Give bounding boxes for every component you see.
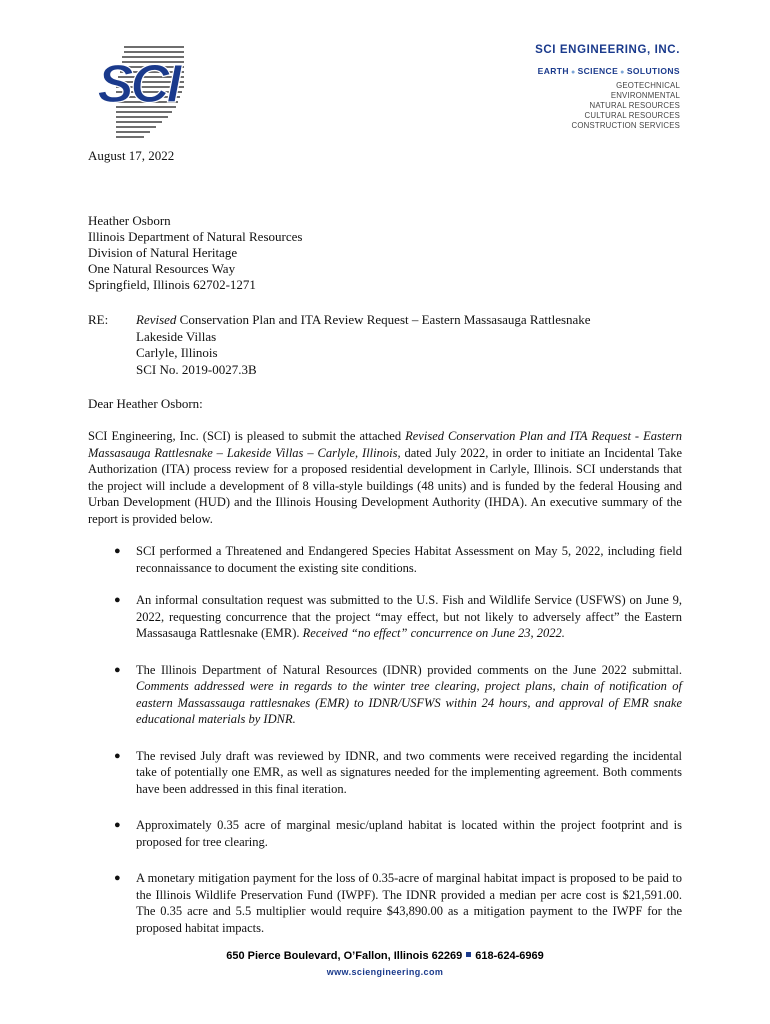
recipient-address bbox=[88, 213, 302, 293]
list-item-text: An informal consultation request was submitted to the U.S. Fish and Wildlife Service (USFWS) on June 9, 2022, requesting concurrence that the project “may effect, but not likely to adversely affect” the Eastern Massasauga Rattlesnake (EMR). bbox=[136, 593, 682, 640]
list-item-text: A monetary mitigation payment for the loss of 0.35-acre of marginal habitat impact is proposed to be paid to the Illinois Wildlife Preservation Fund (IWPF). The IDNR provided a median per acre cost is $21,591.00. The 0.35 acre and 5.5 multiplier would require $43,890.00 as a mitigation payment to the IWPF for the proposed habitat impacts. bbox=[136, 871, 682, 935]
service-item: CULTURAL RESOURCES bbox=[584, 111, 680, 120]
letter-date: August 17, 2022 bbox=[88, 148, 175, 163]
recipient-line: Illinois Department of Natural Resources bbox=[88, 229, 303, 244]
recipient-line: Springfield, Illinois 62702-1271 bbox=[88, 277, 256, 292]
services-list bbox=[535, 81, 680, 131]
service-item: ENVIRONMENTAL bbox=[610, 91, 680, 100]
intro-text: SCI Engineering, Inc. (SCI) is pleased to submit the attached bbox=[88, 429, 406, 443]
intro-text: dated July 2022, in order to initiate an Incidental Take Authorization (ITA) process review for a proposed residential development in Carlyle, Illinois. SCI understands that the project will include a development of 8 villa-style buildings (48 units) and is funded by the federal Housing and Urban Development (HUD) and the Illinois Housing Development Authority (IHDA). An executive summary of the report is provided below. bbox=[88, 445, 683, 526]
footer-address: 650 Pierce Boulevard, O’Fallon, Illinois 62269 bbox=[226, 950, 463, 962]
bullet-dot-icon: ● bbox=[620, 69, 625, 76]
list-item bbox=[88, 543, 682, 576]
logo-text: SCI bbox=[97, 54, 179, 114]
subject-lines bbox=[136, 312, 591, 378]
report-title: Revised Conservation Plan and ITA Request - Eastern Massasauga Rattlesnake – Lakeside Villas – Carlyle, Illinois, bbox=[88, 429, 682, 460]
list-item bbox=[88, 592, 682, 642]
recipient-line: Division of Natural Heritage bbox=[88, 245, 238, 260]
list-item-note: Received “no effect” concurrence on June 23, 2022. bbox=[302, 626, 565, 640]
summary-list bbox=[88, 543, 682, 936]
bullet-icon: ● bbox=[114, 663, 121, 676]
bullet-icon: ● bbox=[114, 872, 121, 884]
sci-logo bbox=[86, 44, 196, 140]
list-item-text: SCI performed a Threatened and Endangered Species Habitat Assessment on May 5, 2022, including field reconnaissance to document the existing site conditions. bbox=[136, 544, 682, 575]
bullet-icon: ● bbox=[114, 819, 121, 831]
separator-square-icon bbox=[466, 952, 471, 957]
footer-address-line bbox=[0, 950, 770, 962]
subject-line: SCI No. 2019-0027.3B bbox=[136, 361, 257, 377]
subject-line: Lakeside Villas bbox=[136, 328, 217, 344]
company-tagline bbox=[535, 66, 680, 76]
list-item-text: The Illinois Department of Natural Resources (IDNR) provided comments on the June 2022 submittal. bbox=[136, 662, 682, 677]
subject-line: Carlyle, Illinois bbox=[136, 345, 218, 360]
tagline-word: EARTH bbox=[537, 66, 569, 76]
list-item bbox=[88, 662, 682, 728]
list-item-note: Comments addressed were in regards to the winter tree clearing, project plans, chain of notification of eastern Massassauga rattlesnakes (EMR) to IDNR/USFWS within 24 hours, and approval of EMR snake educational materials by IDNR. bbox=[136, 679, 682, 726]
list-item-text: Approximately 0.35 acre of marginal mesic/upland habitat is located within the project footprint and is proposed for tree clearing. bbox=[136, 818, 682, 849]
tagline-word: SOLUTIONS bbox=[626, 66, 680, 76]
bullet-dot-icon: ● bbox=[570, 69, 576, 76]
list-item bbox=[88, 748, 682, 798]
list-item bbox=[88, 817, 682, 850]
company-name: SCI ENGINEERING, INC. bbox=[535, 44, 680, 56]
recipient-name: Heather Osborn bbox=[88, 213, 171, 228]
letter-footer bbox=[0, 950, 770, 977]
subject-title bbox=[136, 312, 591, 329]
bullet-icon: ● bbox=[114, 749, 121, 762]
list-item bbox=[88, 870, 682, 936]
bullet-icon: ● bbox=[114, 545, 121, 557]
tagline-word: SCIENCE bbox=[577, 66, 619, 76]
re-label: RE: bbox=[88, 312, 109, 327]
service-item: GEOTECHNICAL bbox=[616, 81, 680, 90]
service-item: CONSTRUCTION SERVICES bbox=[571, 121, 680, 130]
salutation: Dear Heather Osborn: bbox=[88, 396, 203, 411]
sci-logo-mark bbox=[86, 44, 196, 140]
subject-revised: Revised bbox=[136, 312, 177, 327]
company-header bbox=[535, 44, 680, 131]
footer-phone: 618-624-6969 bbox=[475, 950, 544, 962]
list-item-text: The revised July draft was reviewed by IDNR, and two comments were received regarding the incidental take of potentially one EMR, as well as signatures needed for the implementing agreement. Both comments have been addressed in this final iteration. bbox=[136, 748, 682, 796]
intro-paragraph bbox=[88, 428, 682, 527]
footer-website: www.sciengineering.com bbox=[326, 967, 444, 977]
bullet-icon: ● bbox=[114, 594, 121, 606]
subject-rest: Conservation Plan and ITA Review Request – Eastern Massasauga Rattlesnake bbox=[176, 312, 591, 327]
service-item: NATURAL RESOURCES bbox=[589, 101, 680, 110]
recipient-line: One Natural Resources Way bbox=[88, 261, 236, 276]
